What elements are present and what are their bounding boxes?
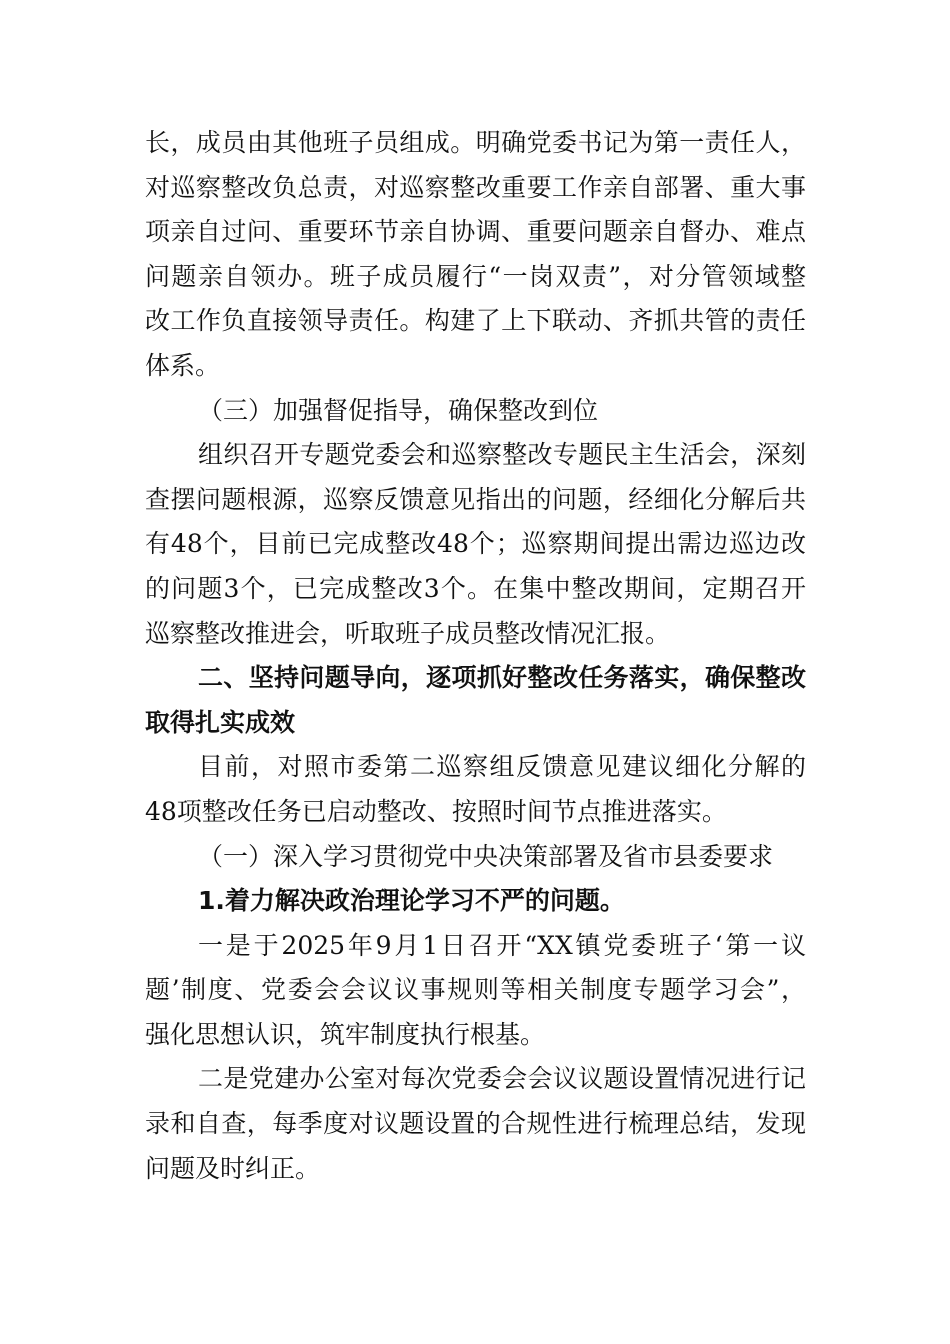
text-line: 长，成员由其他班子员组成。明确党委书记为第一责任人， bbox=[145, 128, 806, 157]
paragraph bbox=[145, 121, 806, 389]
text-line: 有48个，目前已完成整改48个；巡察期间提出需边巡边改 bbox=[145, 529, 806, 559]
paragraph bbox=[145, 1057, 806, 1191]
text-line: 查摆问题根源，巡察反馈意见指出的问题，经细化分解后共 bbox=[145, 484, 806, 514]
section-heading bbox=[145, 656, 806, 745]
text-line: 组织召开专题党委会和巡察整改专题民主生活会，深刻 bbox=[198, 440, 806, 470]
text-line: 二是党建办公室对每次党委会会议议题设置情况进行记 bbox=[198, 1064, 806, 1094]
paragraph bbox=[145, 745, 806, 834]
section-heading bbox=[145, 879, 806, 924]
text-line: 强化思想认识，筑牢制度执行根基。 bbox=[145, 1019, 546, 1049]
paragraph bbox=[145, 924, 806, 1058]
text-line: 题’制度、党委会会议议事规则等相关制度专题学习会”， bbox=[145, 975, 806, 1005]
text-line: 录和自查，每季度对议题设置的合规性进行梳理总结，发现 bbox=[145, 1109, 806, 1139]
text-line: 二、坚持问题导向，逐项抓好整改任务落实，确保整改 bbox=[198, 663, 806, 693]
paragraph bbox=[145, 433, 806, 656]
text-line: 巡察整改推进会，听取班子成员整改情况汇报。 bbox=[145, 618, 671, 648]
text-line: 的问题3个，已完成整改3个。在集中整改期间，定期召开 bbox=[145, 573, 806, 603]
text-line: 目前，对照市委第二巡察组反馈意见建议细化分解的 bbox=[198, 752, 806, 782]
text-line: 体系。 bbox=[145, 350, 221, 380]
text-line: 一是于2025年9月1日召开“XX镇党委班子‘第一议 bbox=[198, 930, 806, 960]
text-line: （一）深入学习贯彻党中央决策部署及省市县委要求 bbox=[198, 841, 774, 871]
text-line: 1.着力解决政治理论学习不严的问题。 bbox=[198, 886, 625, 916]
text-line: 对巡察整改负总责，对巡察整改重要工作亲自部署、重大事 bbox=[145, 172, 806, 202]
text-line: 问题及时纠正。 bbox=[145, 1153, 321, 1183]
text-line: （三）加强督促指导，确保整改到位 bbox=[198, 395, 599, 425]
text-line: 项亲自过问、重要环节亲自协调、重要问题亲自督办、难点 bbox=[145, 217, 806, 247]
subsection-heading bbox=[145, 835, 806, 880]
text-line: 改工作负直接领导责任。构建了上下联动、齐抓共管的责任 bbox=[145, 306, 806, 336]
text-line: 取得扎实成效 bbox=[145, 707, 296, 737]
text-line: 48项整改任务已启动整改、按照时间节点推进落实。 bbox=[145, 796, 727, 826]
text-line: 问题亲自领办。班子成员履行“一岗双责”，对分管领域整 bbox=[145, 261, 806, 291]
document-page bbox=[145, 121, 806, 1191]
subsection-heading bbox=[145, 389, 806, 434]
